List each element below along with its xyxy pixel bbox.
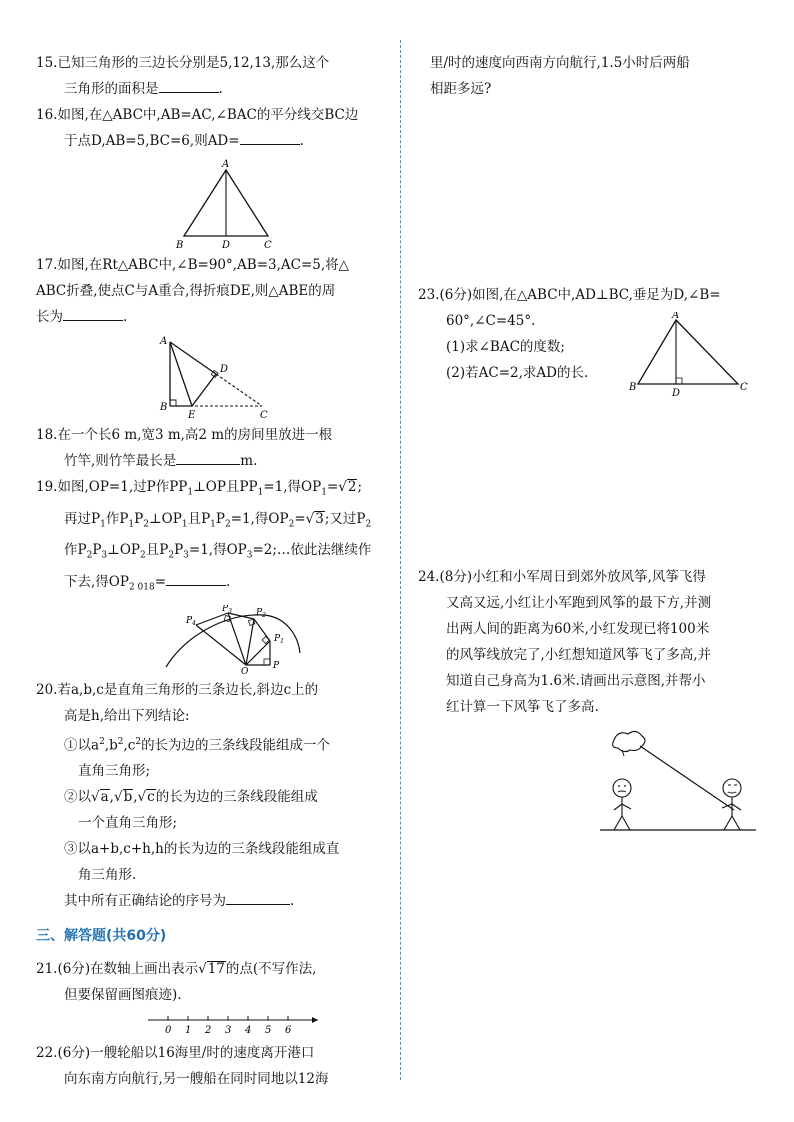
segment-p3p4 — [196, 613, 228, 625]
sqrt-c: √c — [137, 789, 155, 806]
subscript: 3 — [183, 551, 189, 562]
question-text: 在一个长6 m,宽3 m,高2 m的房间里放进一根 — [57, 427, 333, 443]
triangle-abc-altitude-diagram — [628, 312, 758, 398]
question-text: 红计算一下风筝飞了多高. — [446, 699, 599, 715]
right-angle-mark-b — [170, 400, 176, 406]
person-xiaohong-icon — [722, 779, 741, 830]
label-o: O — [241, 666, 249, 675]
question-text: 向东南方向航行,另一艘船在同时同地以12海 — [64, 1071, 329, 1088]
question-text: = — [154, 574, 167, 591]
punctuation: . — [290, 893, 295, 910]
answer-blank[interactable] — [240, 128, 300, 145]
question-text: ⊥OP — [148, 510, 182, 527]
question-text: 但要保留画图痕迹). — [64, 987, 182, 1004]
kite-string — [640, 746, 734, 810]
radicand: 3 — [315, 510, 324, 527]
right-angle-mark — [264, 659, 270, 665]
question-16 — [36, 102, 392, 250]
subscript: 1 — [181, 519, 188, 530]
sqrt-3: √3 — [305, 510, 324, 527]
question-number: 22. — [36, 1045, 58, 1062]
question-text: 60°,∠C=45°. — [446, 313, 536, 329]
option-text: ①以a — [64, 737, 100, 754]
tick-label: 0 — [165, 1025, 172, 1037]
subscript: 2 — [140, 551, 146, 562]
person-xiaojun-icon — [613, 779, 631, 830]
answer-blank[interactable] — [159, 76, 219, 93]
question-text: 又高又远,小红让小军跑到风筝的最下方,并测 — [446, 595, 712, 611]
label-p3-letter: P — [222, 604, 229, 614]
superscript: 2 — [135, 736, 142, 747]
label-c: C — [260, 410, 268, 420]
label-b: B — [629, 382, 637, 393]
label-e: E — [188, 410, 196, 420]
label-a: A — [222, 159, 230, 170]
question-18 — [36, 422, 392, 474]
triangle-outline — [638, 320, 738, 384]
question-21 — [36, 956, 392, 1038]
question-text: P — [174, 542, 184, 559]
label-b: B — [176, 240, 184, 250]
option-text: ②以 — [64, 789, 91, 806]
side-ad — [170, 342, 216, 374]
question-19 — [36, 474, 392, 675]
sub-question: (2)若AC=2,求AD的长. — [446, 365, 589, 381]
answer-blank[interactable] — [176, 448, 240, 465]
option-text: ,c — [123, 737, 136, 754]
question-text: ⊥OP且PP — [193, 479, 258, 495]
question-text: 竹竿,则竹竿最长是 — [64, 453, 177, 469]
label-p: P — [273, 660, 280, 671]
section-title: 三、解答题(共60分) — [36, 928, 167, 945]
answer-blank[interactable] — [63, 304, 123, 321]
question-text: (6分)一艘轮船以16海里/时的速度离开港口 — [57, 1045, 315, 1062]
question-text: 长为 — [36, 309, 63, 325]
label-p3-sub: 3 — [228, 607, 232, 615]
left-column — [36, 50, 392, 1092]
superscript: 2 — [117, 736, 124, 747]
superscript: 2 — [99, 736, 105, 747]
subscript: 2 — [288, 519, 295, 530]
subscript: 2 — [365, 519, 372, 530]
question-text: ABC折叠,使点C与A重合,得折痕DE,则△ABE的周 — [36, 283, 336, 299]
label-d: D — [222, 240, 231, 250]
question-text: = — [326, 479, 339, 495]
punctuation: . — [226, 574, 231, 591]
label-a: A — [160, 336, 168, 347]
question-text: P — [134, 510, 144, 527]
subscript: 1 — [100, 519, 106, 530]
option-text: 直角三角形; — [78, 763, 151, 780]
question-text: =2;…依此法继续作 — [252, 542, 372, 559]
question-text: ;又过P — [324, 510, 366, 527]
punctuation: . — [299, 133, 304, 149]
subscript: 2 — [143, 519, 149, 530]
tick-label: 2 — [205, 1025, 212, 1037]
question-text: 三角形的面积是 — [64, 81, 159, 97]
subscript: 2 — [86, 551, 93, 562]
punctuation: . — [218, 81, 223, 97]
tick-label: 5 — [265, 1025, 272, 1037]
radicand: c — [147, 789, 155, 806]
punctuation: ; — [357, 479, 363, 495]
answer-blank[interactable] — [166, 569, 226, 586]
question-text: 出两人间的距离为60米,小红发现已将100米 — [446, 621, 710, 637]
question-text: P — [92, 542, 102, 559]
question-24 — [418, 564, 762, 844]
question-23 — [418, 282, 762, 398]
label-c: C — [264, 240, 272, 250]
right-angle-mark — [676, 378, 682, 384]
sqrt-2: √2 — [338, 479, 357, 495]
question-text: 且P — [145, 542, 169, 559]
sub-question: (1)求∠BAC的度数; — [446, 339, 565, 355]
subscript: 1 — [210, 519, 216, 530]
segment-ae — [170, 342, 192, 406]
sqrt-17: √17 — [198, 961, 225, 978]
label-d: D — [672, 388, 681, 398]
subscript: 3 — [101, 551, 108, 562]
answer-space — [418, 102, 762, 282]
question-number: 15. — [36, 55, 58, 71]
label-p2 — [255, 608, 266, 619]
option-text: 的长为边的三条线段能组成一个 — [141, 737, 331, 754]
question-text: 且P — [187, 510, 211, 527]
option-text: 的长为边的三条线段能组成 — [155, 789, 318, 806]
subscript: 1 — [321, 487, 327, 498]
option-text: , — [109, 789, 114, 806]
kite-icon — [613, 731, 645, 751]
question-text: ⊥OP — [107, 542, 141, 559]
question-text: 里/时的速度向西南方向航行,1.5小时后两船 — [430, 55, 690, 71]
figure-fold-triangle — [36, 334, 392, 420]
question-text: =1,得OP — [263, 479, 322, 495]
question-text: 于点D,AB=5,BC=6,则AD= — [64, 133, 240, 149]
punctuation: . — [123, 309, 128, 325]
question-text: 再过P — [64, 510, 101, 527]
radicand: a — [100, 789, 109, 806]
answer-blank[interactable] — [226, 888, 290, 905]
side-dc-dashed — [216, 374, 262, 406]
option-text: 角三角形. — [78, 867, 137, 884]
unit: m. — [240, 453, 258, 469]
question-number: 23. — [418, 287, 440, 303]
question-text: = — [294, 510, 306, 527]
question-text: 其中所有正确结论的序号为 — [64, 893, 226, 910]
answer-space — [418, 386, 762, 564]
right-triangle-fold-diagram — [36, 334, 392, 420]
question-text: 如图,OP=1,过P作PP — [57, 479, 188, 495]
option-text: , — [133, 789, 138, 806]
label-p1-letter: P — [274, 633, 281, 644]
question-text: (6分)在数轴上画出表示 — [57, 961, 199, 978]
right-column — [418, 50, 762, 844]
label-p4 — [185, 616, 196, 627]
question-text: 如图,在Rt△ABC中,∠B=90°,AB=3,AC=5,将△ — [57, 257, 350, 273]
label-p2-sub: 2 — [262, 611, 266, 619]
question-text: 知道自己身高为1.6米.请画出示意图,并帮小 — [446, 673, 706, 689]
subscript: 3 — [246, 551, 253, 562]
tick-label: 3 — [225, 1025, 232, 1037]
label-p3 — [221, 605, 232, 615]
question-text: 如图,在△ABC中,AB=AC,∠BAC的平分线交BC边 — [57, 107, 359, 123]
figure-isosceles-triangle — [36, 158, 392, 250]
label-p4-sub: 4 — [192, 619, 196, 627]
question-15 — [36, 50, 392, 102]
subscript: 1 — [187, 487, 194, 498]
question-number: 17. — [36, 257, 58, 273]
question-text: 已知三角形的三边长分别是5,12,13,那么这个 — [57, 55, 330, 71]
question-text: 作P — [105, 510, 129, 527]
subscript: 1 — [128, 519, 135, 530]
question-text: P — [215, 510, 225, 527]
radicand: 2 — [347, 479, 357, 495]
option-text: ,b — [104, 737, 118, 754]
right-angle-mark — [248, 619, 254, 625]
kite-illustration — [418, 724, 762, 844]
question-text: 相距多远? — [430, 81, 492, 97]
label-p4-letter: P — [186, 615, 193, 626]
question-text: =1,得OP — [230, 510, 289, 527]
sqrt-a: √a — [91, 789, 109, 806]
label-p1 — [273, 634, 284, 645]
triangle-abc-diagram — [36, 158, 392, 250]
question-number: 18. — [36, 427, 58, 443]
sqrt-b: √b — [113, 789, 133, 806]
question-number: 24. — [418, 569, 440, 585]
option-text: 一个直角三角形; — [78, 815, 178, 832]
tick-label: 6 — [285, 1025, 292, 1037]
column-divider — [400, 40, 401, 1080]
label-p2-letter: P — [256, 607, 263, 618]
label-p1-sub: 1 — [280, 637, 284, 645]
crease-de — [192, 374, 216, 406]
question-22-continued — [418, 50, 762, 102]
question-text: 下去,得OP — [64, 574, 129, 591]
question-text: 高是h,给出下列结论: — [64, 707, 190, 724]
question-text: =1,得OP — [188, 542, 247, 559]
question-number: 20. — [36, 681, 58, 698]
subscript: 2 — [168, 551, 175, 562]
number-line — [36, 1012, 392, 1038]
figure-number-line — [36, 1012, 392, 1038]
question-text: (8分)小红和小军周日到郊外放风筝,风筝飞得 — [439, 569, 706, 585]
question-text: 作P — [64, 542, 87, 559]
tick-label: 1 — [185, 1025, 192, 1037]
question-17 — [36, 252, 392, 420]
question-text: 的点(不写作法, — [225, 961, 317, 978]
label-a: A — [672, 312, 680, 321]
figure-spiral — [36, 605, 392, 675]
spiral-of-theodorus-diagram — [36, 605, 392, 675]
arrow-head — [312, 1017, 318, 1023]
question-text: 若a,b,c是直角三角形的三条边长,斜边c上的 — [57, 681, 319, 698]
radicand: 17 — [207, 961, 225, 978]
label-b: B — [160, 402, 168, 413]
label-d: D — [220, 364, 229, 375]
subscript: 2 — [225, 519, 231, 530]
label-c: C — [740, 382, 748, 393]
tick-label: 4 — [245, 1025, 252, 1037]
question-text: 的风筝线放完了,小红想知道风筝飞了多高,并 — [446, 647, 712, 663]
question-22 — [36, 1040, 392, 1092]
question-text: (6分)如图,在△ABC中,AD⊥BC,垂足为D,∠B= — [439, 287, 721, 303]
option-text: ③以a+b,c+h,h的长为边的三条线段能组成直 — [64, 841, 340, 858]
segment-p1p2 — [254, 619, 270, 641]
subscript: 1 — [257, 487, 264, 498]
radicand: b — [123, 789, 133, 806]
question-number: 21. — [36, 961, 58, 978]
question-number: 19. — [36, 479, 58, 495]
subscript: 2 018 — [128, 582, 155, 593]
question-number: 16. — [36, 107, 58, 123]
question-20 — [36, 677, 392, 915]
